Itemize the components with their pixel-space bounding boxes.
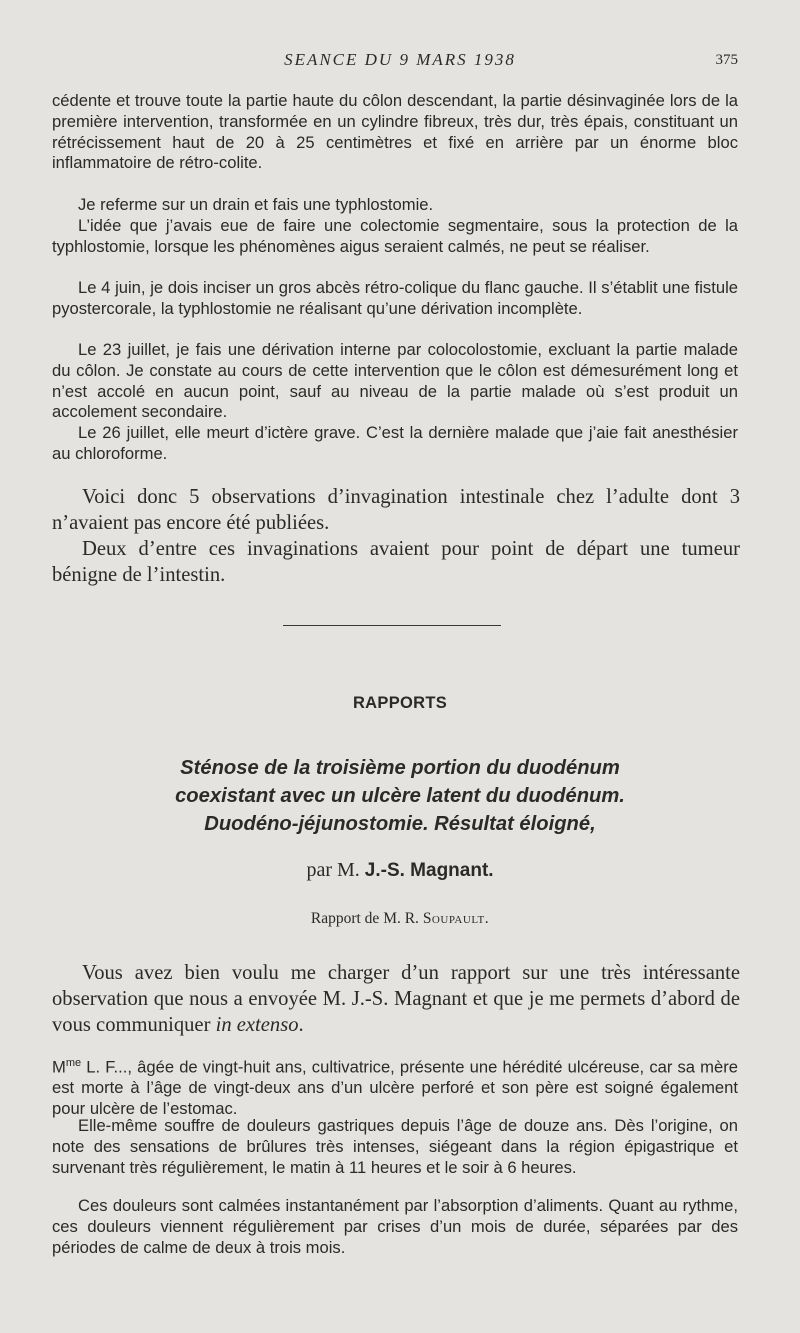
article-title-line-3: Duodéno-jéjunostomie. Résultat éloigné, <box>204 813 596 835</box>
report-attribution <box>0 910 800 928</box>
intro-text: Vous avez bien voulu me charger d’un rapport sur une très intéressante observation que nous a envoyée M. J.-S. Magnant et que je me permets d’abord de vous communiquer <box>52 962 740 1036</box>
report-prefix: Rapport de M. R. <box>310 910 419 927</box>
paragraph-abces: Le 4 juin, je dois inciser un gros abcès rétro-colique du flanc gauche. Il s’établit une fistule pyostercorale, la typhlostomie ne réalisant qu’une dérivation incomplète. <box>52 278 738 318</box>
paragraph-cedente: cédente et trouve toute la partie haute du côlon descendant, la partie désinvaginée lors de la première intervention, transformée en un cylindre fibreux, très dur, très épais, constituant un rétrécissement haut de 20 à 25 centimètres et fixé en arrière par un énorme bloc inflammatoire de rétro-colite. <box>52 91 738 173</box>
running-header <box>0 50 800 72</box>
intro-italic: in extenso <box>215 1014 299 1036</box>
title-mme: M <box>52 1057 66 1077</box>
section-heading-rapports: RAPPORTS <box>352 694 448 712</box>
paragraph-ictere: Le 26 juillet, elle meurt d’ictère grave. C’est la dernière malade que j’aie fait anesthésier au chloroforme. <box>52 423 738 463</box>
report-author: Soupault. <box>422 910 490 927</box>
paragraph-typhlostomie: Je referme sur un drain et fais une typhlostomie. <box>78 195 434 214</box>
article-title-line-2: coexistant avec un ulcère latent du duodénum. <box>175 785 625 807</box>
page-number: 375 <box>715 52 738 68</box>
byline-prefix: par M. <box>306 859 360 881</box>
paragraph-colocolostomie: Le 23 juillet, je fais une dérivation interne par colocolostomie, excluant la partie malade du côlon. Je constate au cours de cette intervention que le côlon est démesurément long et n’est accolé en aucun point, sauf au niveau de la partie malade où s’est produit un accolement secondaire. <box>52 340 738 422</box>
title-mme-sup: me <box>65 1057 82 1069</box>
byline <box>0 859 800 882</box>
intro-end: . <box>298 1014 304 1036</box>
paragraph-observations-summary: Voici donc 5 observations d’invagination intestinale chez l’adulte dont 3 n’avaient pas encore été publiées. <box>52 486 740 534</box>
paragraph-intro <box>52 960 740 1038</box>
paragraph-douleurs: Elle-même souffre de douleurs gastriques depuis l’âge de douze ans. Dès l’origine, on note des sensations de brûlures très intenses, siégeant dans la région épigastrique et survenant très régulièrement, le matin à 11 heures et le soir à 6 heures. <box>52 1116 738 1177</box>
running-title: SEANCE DU 9 MARS 1938 <box>284 50 516 69</box>
paragraph-rythme: Ces douleurs sont calmées instantanément par l’absorption d’aliments. Quant au rythme, ces douleurs viennent régulièrement par crises d’un mois de durée, séparées par des périodes de calme de deux à trois mois. <box>52 1196 738 1257</box>
article-title-line-1: Sténose de la troisième portion du duodénum <box>180 757 620 779</box>
paragraph-colectomie: L’idée que j’avais eue de faire une colectomie segmentaire, sous la protection de la typhlostomie, lorsque les phénomènes aigus seraient calmés, ne peut se réaliser. <box>52 216 738 256</box>
byline-author: J.-S. Magnant. <box>364 860 494 881</box>
patient-text: L. F..., âgée de vingt-huit ans, cultivatrice, présente une hérédité ulcéreuse, car sa mère est morte à l’âge de vingt-deux ans d’un ulcère perforé et son père est soigné également pour ulcère de l’estomac. <box>52 1057 738 1119</box>
paragraph-tumeur-benigne: Deux d’entre ces invaginations avaient pour point de départ une tumeur bénigne de l’intestin. <box>52 538 740 586</box>
paragraph-patient <box>52 1053 738 1120</box>
section-divider <box>283 625 501 626</box>
